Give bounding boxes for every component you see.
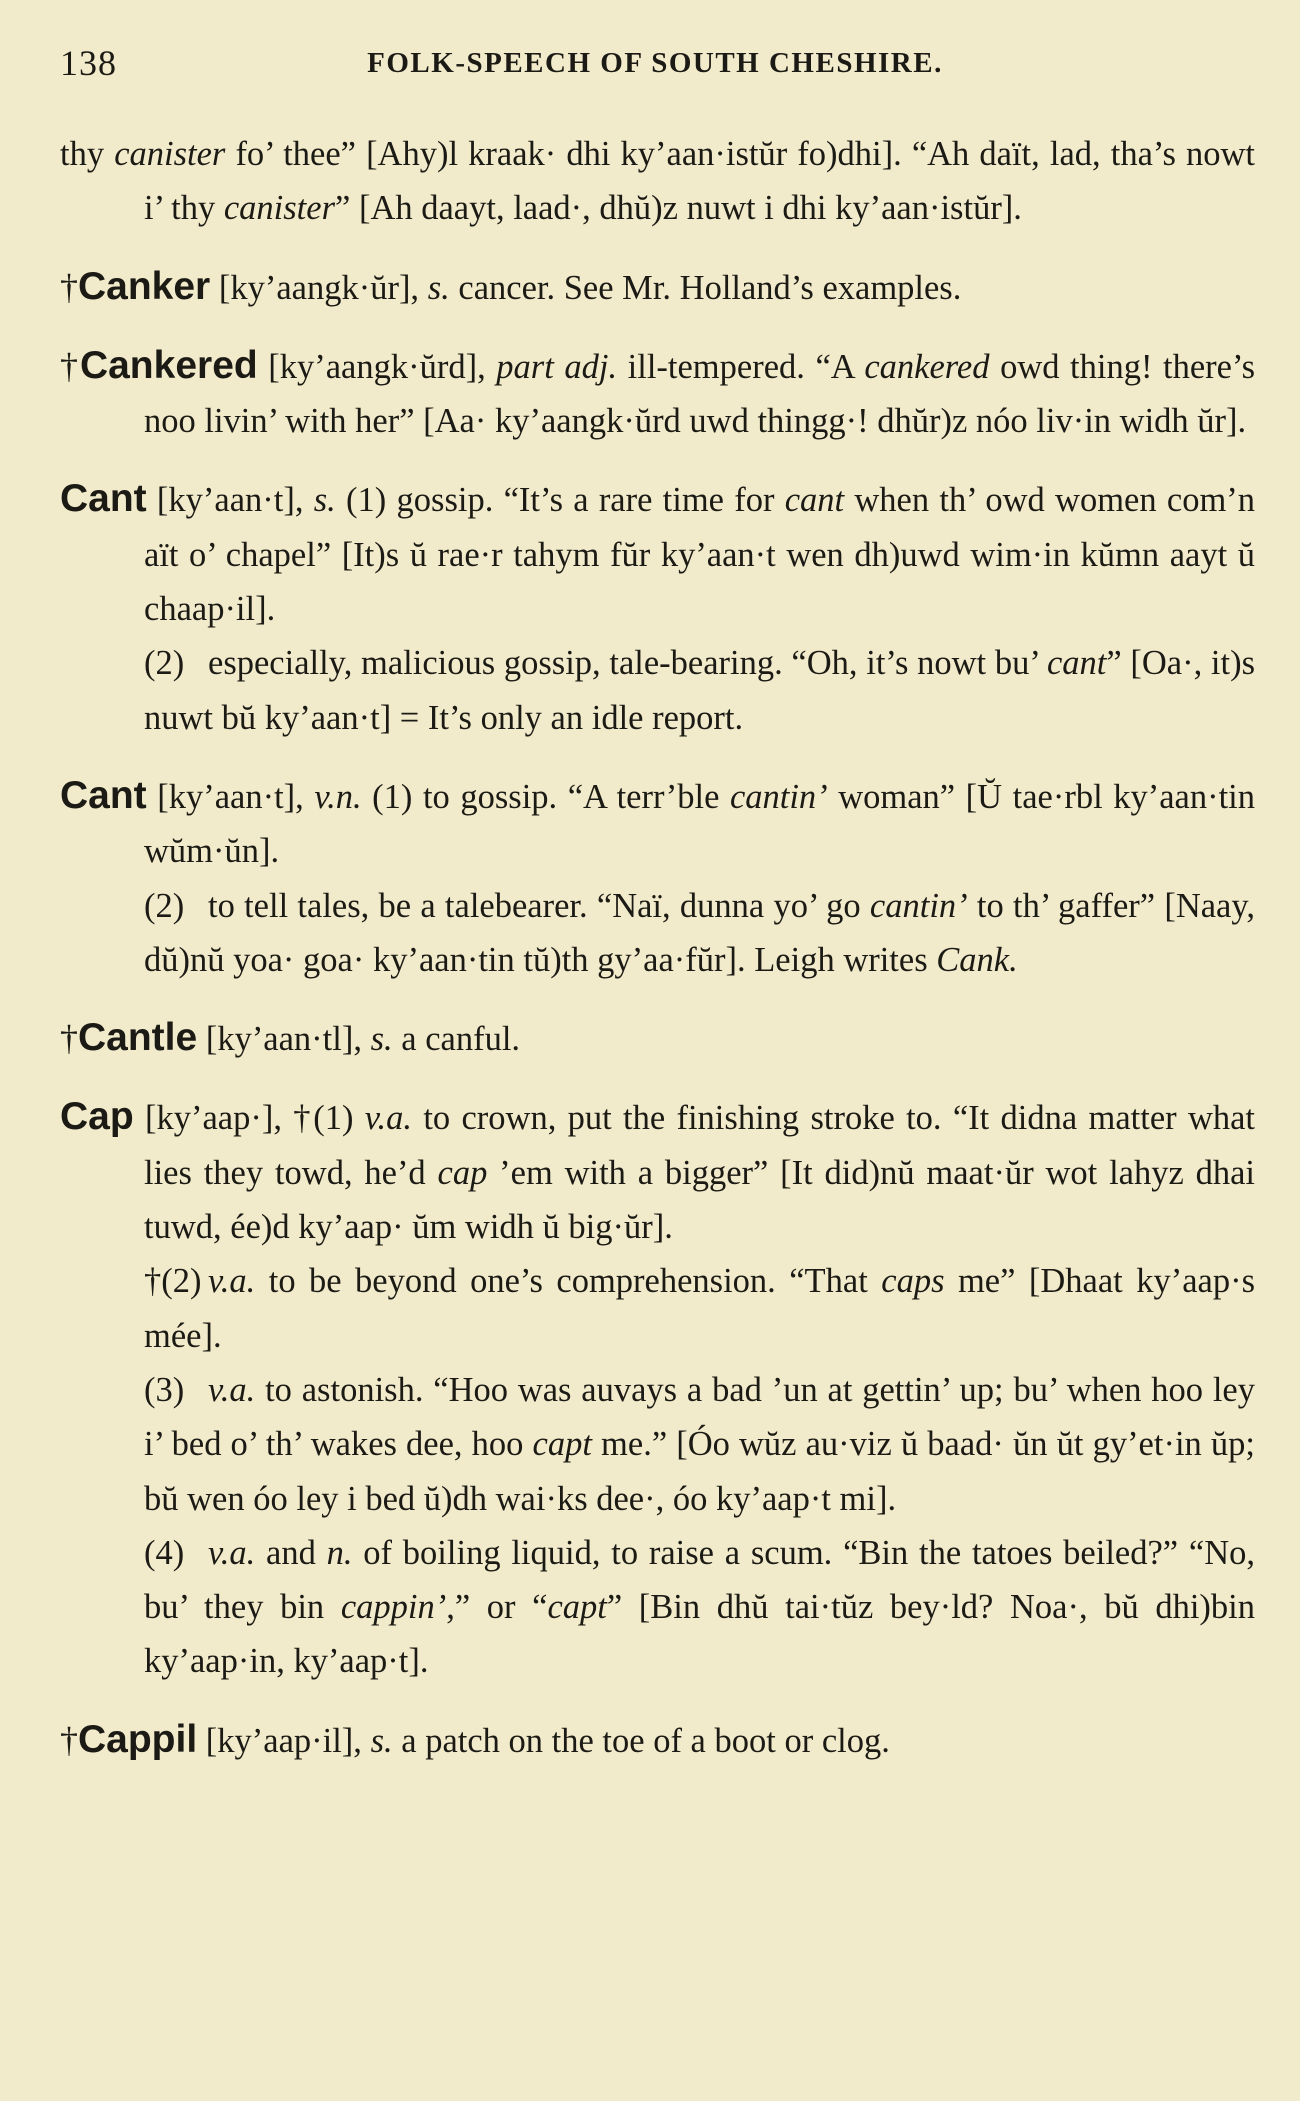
entry-text: owd thing! there’s noo livin’ with her” [Aa· ky’aangk·ŭrd uwd thingg·! dhŭr)z nóo liv·in widh ŭr]. — [144, 347, 1255, 441]
dagger-mark: † — [60, 345, 80, 386]
running-title: FOLK-SPEECH OF SOUTH CHESHIRE. — [367, 47, 943, 79]
headword: Cankered — [79, 343, 258, 387]
italic-text: v.a. — [208, 1533, 256, 1572]
entry-text: cancer. See Mr. Holland’s examples. — [449, 268, 962, 307]
italic-text: cap — [437, 1153, 488, 1192]
entry-text: thy — [60, 135, 115, 173]
sense-number: (2) — [144, 644, 185, 683]
entry-text: to crown, put the finishing stroke to. “It didna matter what lies they towd, he’d — [144, 1099, 1256, 1192]
headword: Cantle — [78, 1016, 198, 1060]
italic-text: cantin’ — [729, 777, 828, 816]
entry-sense — [60, 1363, 1255, 1526]
sense-number: (2) — [144, 886, 185, 925]
entry-text: woman” [Ŭ tae·rbl ky’aan·tin wŭm·ŭn]. — [144, 777, 1255, 871]
italic-text: part adj. — [496, 347, 618, 386]
entry-line — [60, 1090, 1255, 1254]
entry-sense — [60, 879, 1255, 988]
dictionary-text — [60, 127, 1255, 1792]
entry-text: when th’ owd women com’n aït o’ chapel” [It)s ŭ rae·r tahym fŭr ky’aan·t wen dh)uwd wim·in kŭmn aayt ŭ chaap·il]. — [144, 481, 1256, 629]
entry-text: [ky’aan·tl], — [197, 1020, 371, 1059]
entry-text: ” [Bin dhŭ tai·tŭz bey·ld? Noa·, bŭ dhi)bin ky’aap·in, ky’aap·t]. — [144, 1588, 1255, 1681]
continued-entry — [60, 127, 1255, 236]
entry-text: me” [Dhaat ky’aap·s mée]. — [144, 1262, 1256, 1355]
entry-text: ” [Oa·, it)s nuwt bŭ ky’aan·t] = It’s only an idle report. — [144, 644, 1256, 737]
entry-line — [60, 472, 1255, 636]
entry-text: ” [Ah daayt, laad·, dhŭ)z nuwt i dhi ky’aan·istŭr]. — [335, 189, 1022, 228]
dictionary-entry — [60, 472, 1255, 744]
entry-text: [ky’aan·t], — [146, 481, 314, 520]
entry-sense — [60, 1254, 1255, 1363]
headword: Cap — [60, 1095, 134, 1139]
sense-number: (4) — [144, 1533, 185, 1572]
entry-text: (1) gossip. “It’s a rare time for — [335, 481, 785, 520]
italic-text: v.a. — [364, 1099, 413, 1138]
italic-text: caps — [881, 1262, 945, 1301]
entry-text: ,” or “ — [446, 1588, 548, 1627]
headword: Cappil — [78, 1717, 198, 1761]
dictionary-entry — [60, 1713, 1255, 1768]
italic-text: Cank. — [936, 940, 1018, 979]
entry-text: [ky’aangk·ŭr], — [210, 268, 428, 307]
page-number: 138 — [60, 43, 117, 83]
italic-text: v.n. — [314, 777, 362, 816]
dictionary-entry — [60, 1090, 1255, 1688]
headword: Canker — [78, 264, 211, 308]
entry-line — [60, 339, 1255, 449]
entry-sense — [60, 1526, 1255, 1689]
italic-text: cappin’ — [340, 1588, 447, 1627]
headword: Cant — [60, 477, 147, 521]
sense-number: (3) — [144, 1370, 185, 1409]
entry-text: and — [255, 1533, 327, 1572]
entry-text: of boiling liquid, to raise a scum. “Bin the tatoes beiled?” “No, bu’ they bin — [144, 1533, 1255, 1627]
entry-line — [60, 260, 1255, 315]
entry-text: to astonish. “Hoo was auvays a bad ’un at gettin’ up; bu’ when hoo ley i’ bed o’ th’ wakes dee, hoo — [144, 1370, 1255, 1464]
entry-line — [60, 1713, 1255, 1768]
italic-text: n. — [326, 1533, 353, 1572]
italic-text: capt — [547, 1588, 607, 1627]
italic-text: cankered — [864, 347, 990, 386]
italic-text: s. — [427, 268, 450, 307]
italic-text: cantin’ — [869, 886, 968, 925]
entry-text: to th’ gaffer” [Naay, dŭ)nŭ yoa· goa· ky’aan·tin tŭ)th gy’aa·fŭr]. Leigh writes — [144, 886, 1255, 979]
page-header — [60, 40, 1250, 86]
entry-line — [60, 769, 1255, 879]
dictionary-entry — [60, 339, 1255, 449]
italic-text: capt — [532, 1425, 592, 1464]
entry-line — [60, 1011, 1255, 1066]
italic-text: canister — [114, 135, 226, 173]
dagger-mark: † — [60, 1018, 78, 1059]
entry-text: to be beyond one’s comprehension. “That — [255, 1262, 882, 1301]
italic-text: v.a. — [208, 1370, 256, 1409]
entry-text: ill-tempered. “A — [617, 347, 865, 386]
entry-text: a canful. — [392, 1020, 521, 1059]
entry-text: [ky’aan·t], — [146, 777, 315, 816]
headword: Cant — [60, 773, 147, 817]
dagger-mark: † — [60, 1719, 78, 1760]
entry-text: (1) to gossip. “A terr’ble — [361, 777, 730, 816]
entry-text: especially, malicious gossip, tale-bearing. “Oh, it’s nowt bu’ — [208, 644, 1047, 683]
entry-text: ’em with a bigger” [It did)nŭ maat·ŭr wot lahyz dhai tuwd, ée)d ky’aap· ŭm widh ŭ big·ŭr]. — [144, 1153, 1255, 1247]
italic-text: v.a. — [208, 1262, 256, 1301]
entry-text: me.” [Óo wŭz au·viz ŭ baad· ŭn ŭt gy’et·in ŭp; bŭ wen óo ley i bed ŭ)dh wai·ks dee·, óo ky’aap·t mi]. — [144, 1425, 1255, 1518]
entry-sense — [60, 636, 1255, 745]
dagger-mark: † — [60, 266, 78, 307]
italic-text: canister — [223, 189, 336, 228]
dictionary-entry — [60, 769, 1255, 987]
entry-text: [ky’aap·], †(1) — [133, 1099, 365, 1138]
entry-text: [ky’aap·il], — [197, 1721, 371, 1760]
entry-line — [60, 127, 1255, 236]
dictionary-entry — [60, 1011, 1255, 1066]
sense-number: †(2) — [144, 1262, 202, 1301]
entry-text: fo’ thee” [Ahy)l kraak· dhi ky’aan·istŭr fo)dhi]. “Ah daït, lad, tha’s nowt i’ thy — [144, 135, 1255, 228]
dictionary-entry — [60, 260, 1255, 315]
entry-text: [ky’aangk·ŭrd], — [257, 347, 497, 386]
entry-text: to tell tales, be a talebearer. “Naï, dunna yo’ go — [208, 886, 870, 925]
italic-text: s. — [370, 1020, 393, 1059]
italic-text: s. — [370, 1721, 393, 1760]
italic-text: cant — [1046, 644, 1107, 683]
entry-text: a patch on the toe of a boot or clog. — [392, 1721, 890, 1760]
italic-text: s. — [313, 481, 336, 520]
italic-text: cant — [784, 481, 845, 520]
